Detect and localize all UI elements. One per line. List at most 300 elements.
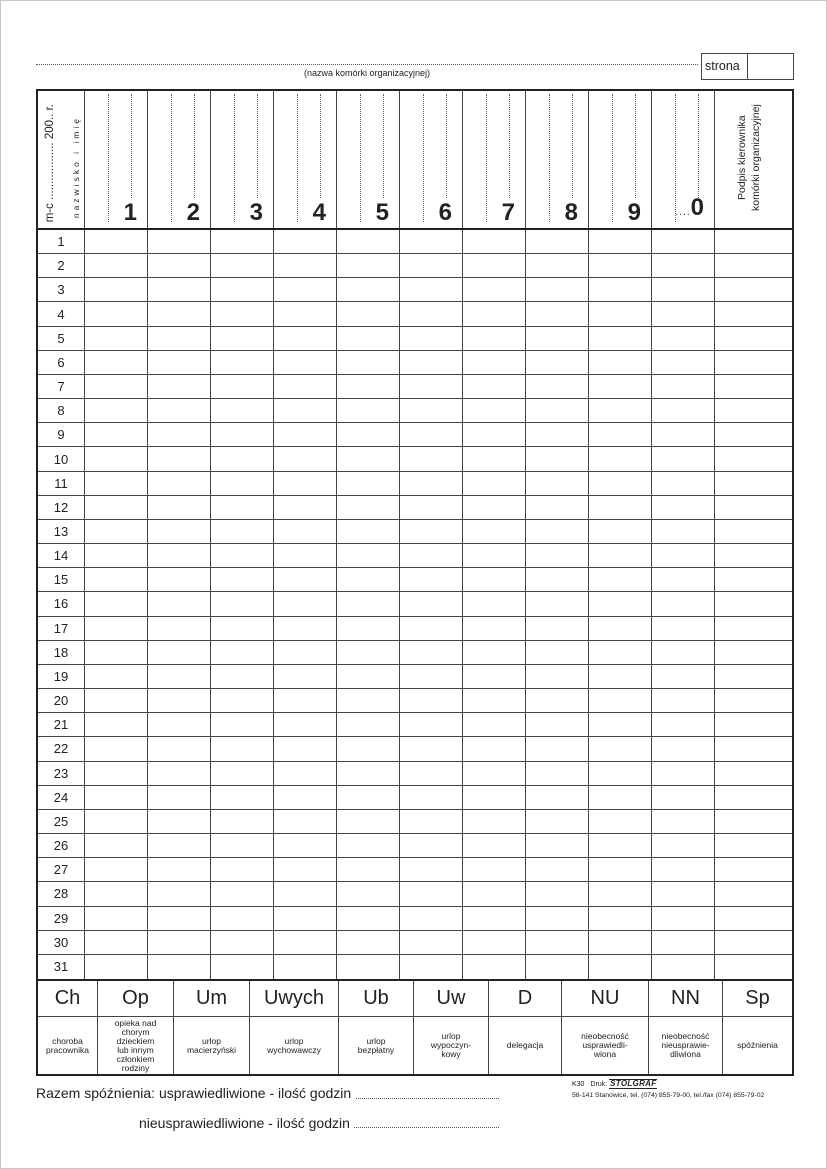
day-cell (274, 931, 337, 954)
day-cell (337, 520, 400, 543)
day-cell (148, 810, 211, 833)
day-digit-number: 4 (312, 199, 326, 226)
day-cell (85, 737, 148, 760)
day-cell (463, 592, 526, 615)
day-cell (652, 786, 715, 809)
day-cell (589, 713, 652, 736)
day-cell (337, 737, 400, 760)
row-number: 30 (38, 931, 85, 954)
day-cell (85, 907, 148, 930)
dotted-guide-line (320, 94, 321, 198)
day-cell (589, 351, 652, 374)
day-cell (211, 931, 274, 954)
dotted-guide-line (486, 94, 487, 222)
day-cell (526, 834, 589, 857)
day-cell (274, 737, 337, 760)
absence-code-legend (38, 979, 792, 1074)
day-digit-number: 9 (627, 199, 641, 226)
day-cell (463, 278, 526, 301)
dotted-guide-line (446, 94, 447, 198)
table-row (38, 592, 792, 616)
day-cell (589, 931, 652, 954)
day-cell (526, 302, 589, 325)
day-cell (400, 472, 463, 495)
day-cell (274, 472, 337, 495)
day-cell (652, 713, 715, 736)
day-cell (148, 278, 211, 301)
signature-cell (715, 955, 792, 979)
table-row (38, 254, 792, 278)
signature-cell (715, 399, 792, 422)
table-row (38, 786, 792, 810)
day-cell (526, 399, 589, 422)
legend-description: urlop bezpłatny (357, 1035, 395, 1055)
day-cell (85, 327, 148, 350)
day-cell (400, 592, 463, 615)
day-cell (148, 786, 211, 809)
dotted-guide-line (635, 94, 636, 198)
table-row (38, 641, 792, 665)
printer-label: Druk: (590, 1081, 608, 1088)
row-number: 7 (38, 375, 85, 398)
table-row (38, 907, 792, 931)
day-cell (589, 907, 652, 930)
dotted-guide-line (549, 94, 550, 222)
day-column-header (400, 91, 463, 228)
day-cell (85, 810, 148, 833)
day-cell (85, 955, 148, 979)
row-number: 24 (38, 786, 85, 809)
day-cell (652, 931, 715, 954)
day-cell (526, 689, 589, 712)
table-row (38, 858, 792, 882)
row-number: 5 (38, 327, 85, 350)
dotted-guide-line (383, 94, 384, 198)
day-cell (148, 665, 211, 688)
day-cell (400, 786, 463, 809)
day-digit-number: 1 (123, 199, 137, 226)
day-cell (274, 617, 337, 640)
day-cell (85, 858, 148, 881)
table-row (38, 278, 792, 302)
day-cell (85, 278, 148, 301)
day-cell (274, 544, 337, 567)
page-number-label: strona (705, 59, 740, 73)
day-cell (148, 713, 211, 736)
day-cell (148, 254, 211, 277)
day-cell (463, 689, 526, 712)
day-cell (400, 665, 463, 688)
day-cell (526, 254, 589, 277)
row-number: 21 (38, 713, 85, 736)
day-cell (148, 399, 211, 422)
day-column-header (652, 91, 715, 228)
dotted-guide-line (234, 94, 235, 222)
dotted-guide-line (108, 94, 109, 222)
excused-late-total-label: Razem spóźnienia: usprawiedliwione - ilość godzin (36, 1085, 352, 1101)
day-cell (85, 665, 148, 688)
row-number: 12 (38, 496, 85, 519)
dotted-guide-line (423, 94, 424, 222)
day-cell (526, 447, 589, 470)
day-cell (589, 423, 652, 446)
row-number: 22 (38, 737, 85, 760)
day-cell (526, 351, 589, 374)
day-cell (337, 834, 400, 857)
day-cell (337, 447, 400, 470)
row-number: 11 (38, 472, 85, 495)
table-row (38, 762, 792, 786)
imprint-line (572, 1079, 657, 1090)
day-cell (652, 327, 715, 350)
day-digit-number: 0 (690, 194, 704, 221)
day-digit (565, 200, 578, 226)
day-cell (148, 931, 211, 954)
dotted-guide-line (297, 94, 298, 222)
signature-cell (715, 568, 792, 591)
day-cell (274, 496, 337, 519)
row-number: 17 (38, 617, 85, 640)
day-cell (526, 472, 589, 495)
day-cell (589, 592, 652, 615)
day-cell (652, 834, 715, 857)
day-cell (211, 375, 274, 398)
day-cell (211, 592, 274, 615)
page-number-box (701, 53, 794, 80)
day-cell (463, 375, 526, 398)
excused-late-total-field (356, 1098, 499, 1099)
day-cell (337, 762, 400, 785)
legend-description: urlop wypoczyn- kowy (430, 1031, 472, 1059)
legend-description: choroba pracownika (46, 1035, 89, 1055)
signature-cell (715, 327, 792, 350)
day-cell (400, 882, 463, 905)
signature-cell (715, 810, 792, 833)
legend-code: Sp (723, 981, 792, 1017)
org-unit-caption: (nazwa komórki organizacyjnej) (303, 68, 431, 78)
day-digit-number: 2 (186, 199, 200, 226)
day-cell (85, 447, 148, 470)
day-digit-number: 8 (564, 199, 578, 226)
day-cell (211, 737, 274, 760)
table-row (38, 520, 792, 544)
day-cell (211, 399, 274, 422)
row-number: 2 (38, 254, 85, 277)
table-row (38, 327, 792, 351)
day-cell (337, 230, 400, 253)
day-cell (400, 399, 463, 422)
day-cell (652, 592, 715, 615)
day-cell (148, 955, 211, 979)
day-cell (463, 568, 526, 591)
day-digit (502, 200, 515, 226)
day-cell (337, 423, 400, 446)
day-cell (337, 327, 400, 350)
table-row (38, 713, 792, 737)
day-cell (589, 737, 652, 760)
day-cell (463, 641, 526, 664)
day-cell (652, 665, 715, 688)
legend-code: Uwych (250, 981, 338, 1017)
day-cell (589, 568, 652, 591)
day-cell (652, 955, 715, 979)
day-cell (652, 737, 715, 760)
signature-cell (715, 423, 792, 446)
day-cell (85, 230, 148, 253)
day-cell (211, 351, 274, 374)
day-cell (274, 568, 337, 591)
day-cell (274, 375, 337, 398)
day-cell (589, 858, 652, 881)
day-cell (274, 278, 337, 301)
day-cell (589, 617, 652, 640)
day-cell (400, 762, 463, 785)
day-cell (337, 302, 400, 325)
signature-cell (715, 641, 792, 664)
page-number-divider (747, 54, 748, 79)
table-row (38, 230, 792, 254)
day-cell (526, 955, 589, 979)
day-cell (274, 399, 337, 422)
day-cell (337, 907, 400, 930)
day-cell (589, 689, 652, 712)
signature-label (735, 97, 763, 219)
row-number: 20 (38, 689, 85, 712)
day-cell (652, 762, 715, 785)
day-cell (148, 327, 211, 350)
day-cell (589, 399, 652, 422)
day-cell (652, 472, 715, 495)
day-cell (85, 786, 148, 809)
day-digit-number: 6 (438, 199, 452, 226)
legend-code: NN (649, 981, 722, 1017)
day-cell (337, 810, 400, 833)
table-row (38, 423, 792, 447)
day-cell (463, 423, 526, 446)
day-cell (526, 568, 589, 591)
table-row (38, 834, 792, 858)
day-cell (400, 689, 463, 712)
signature-cell (715, 447, 792, 470)
signature-label-line-1: Podpis kierownika (736, 115, 748, 201)
day-cell (400, 302, 463, 325)
day-cell (652, 858, 715, 881)
day-cell (463, 955, 526, 979)
day-cell (463, 737, 526, 760)
dotted-guide-line (194, 94, 195, 198)
day-column-header (85, 91, 148, 228)
legend-item (414, 981, 489, 1074)
day-column-header (337, 91, 400, 228)
day-cell (85, 931, 148, 954)
table-row (38, 472, 792, 496)
day-cell (148, 302, 211, 325)
day-cell (652, 617, 715, 640)
day-cell (463, 858, 526, 881)
day-column-header (589, 91, 652, 228)
signature-cell (715, 713, 792, 736)
row-number: 29 (38, 907, 85, 930)
day-cell (589, 230, 652, 253)
day-cell (463, 713, 526, 736)
day-cell (463, 351, 526, 374)
day-cell (274, 834, 337, 857)
table-row (38, 689, 792, 713)
day-cell (337, 496, 400, 519)
day-cell (274, 762, 337, 785)
form-code: K30 (572, 1081, 585, 1088)
day-cell (526, 327, 589, 350)
day-cell (211, 713, 274, 736)
day-cell (85, 496, 148, 519)
day-cell (463, 447, 526, 470)
day-cell (400, 423, 463, 446)
attendance-table (36, 89, 794, 1076)
day-cell (652, 907, 715, 930)
day-cell (463, 327, 526, 350)
day-cell (652, 447, 715, 470)
day-cell (337, 399, 400, 422)
row-number: 27 (38, 858, 85, 881)
signature-cell (715, 665, 792, 688)
day-cell (589, 786, 652, 809)
table-row (38, 810, 792, 834)
day-cell (211, 568, 274, 591)
day-cell (211, 254, 274, 277)
day-cell (148, 520, 211, 543)
day-digit (628, 200, 641, 226)
day-cell (337, 665, 400, 688)
row-number: 3 (38, 278, 85, 301)
day-cell (400, 617, 463, 640)
day-cell (274, 689, 337, 712)
day-cell (400, 254, 463, 277)
day-cell (148, 351, 211, 374)
row-number: 4 (38, 302, 85, 325)
legend-item (38, 981, 98, 1074)
day-cell (652, 544, 715, 567)
day-cell (652, 689, 715, 712)
day-cell (463, 399, 526, 422)
legend-code: Um (174, 981, 249, 1017)
day-cell (337, 544, 400, 567)
day-cell (400, 641, 463, 664)
printer-address: 58-141 Stanowice, tel. (074) 855-79-00, tel./fax (074) 855-79-02 (572, 1092, 765, 1099)
day-cell (148, 641, 211, 664)
unexcused-late-total-label: nieusprawiedliwione - ilość godzin (139, 1115, 350, 1131)
day-cell (211, 955, 274, 979)
day-cell (148, 617, 211, 640)
day-cell (211, 786, 274, 809)
dotted-guide-line (698, 94, 699, 198)
day-cell (211, 472, 274, 495)
day-cell (85, 762, 148, 785)
day-digit (676, 195, 704, 226)
name-column-header (38, 91, 85, 228)
day-cell (337, 931, 400, 954)
day-cell (589, 327, 652, 350)
day-cell (85, 592, 148, 615)
table-header (38, 91, 792, 230)
day-cell (337, 472, 400, 495)
table-row (38, 302, 792, 326)
day-cell (400, 327, 463, 350)
day-cell (274, 882, 337, 905)
dotted-guide-line (257, 94, 258, 198)
day-cell (652, 520, 715, 543)
row-number: 18 (38, 641, 85, 664)
day-digit-number: 7 (501, 199, 515, 226)
day-cell (337, 858, 400, 881)
day-cell (85, 882, 148, 905)
day-cell (211, 327, 274, 350)
signature-cell (715, 834, 792, 857)
day-digit (187, 200, 200, 226)
day-digit (124, 200, 137, 226)
day-cell (85, 713, 148, 736)
row-number: 16 (38, 592, 85, 615)
day-cell (211, 665, 274, 688)
day-cell (85, 254, 148, 277)
day-cell (400, 278, 463, 301)
day-digit (250, 200, 263, 226)
day-cell (589, 254, 652, 277)
day-cell (337, 568, 400, 591)
signature-column-header (715, 91, 792, 228)
day-cell (526, 931, 589, 954)
day-cell (337, 617, 400, 640)
day-cell (274, 858, 337, 881)
legend-item (562, 981, 649, 1074)
day-column-header (148, 91, 211, 228)
day-cell (589, 641, 652, 664)
printer-logo: STOLGRAF (610, 1079, 657, 1088)
legend-description: urlop wychowawczy (267, 1035, 321, 1055)
day-cell (148, 447, 211, 470)
legend-item (174, 981, 250, 1074)
day-cell (400, 230, 463, 253)
signature-cell (715, 351, 792, 374)
day-cell (400, 931, 463, 954)
day-cell (274, 423, 337, 446)
day-cell (652, 423, 715, 446)
signature-cell (715, 375, 792, 398)
day-cell (589, 834, 652, 857)
legend-code: Uw (414, 981, 488, 1017)
dotted-guide-line (360, 94, 361, 222)
table-row (38, 496, 792, 520)
signature-cell (715, 302, 792, 325)
day-cell (526, 592, 589, 615)
day-cell (274, 713, 337, 736)
day-cell (211, 762, 274, 785)
day-cell (211, 423, 274, 446)
day-cell (211, 617, 274, 640)
day-cell (85, 351, 148, 374)
day-cell (211, 496, 274, 519)
row-number: 10 (38, 447, 85, 470)
legend-description: urlop macierzyński (186, 1035, 237, 1055)
table-row (38, 568, 792, 592)
signature-cell (715, 786, 792, 809)
day-cell (148, 568, 211, 591)
row-number: 25 (38, 810, 85, 833)
day-cell (400, 496, 463, 519)
day-cell (85, 375, 148, 398)
legend-code: Ub (339, 981, 413, 1017)
day-cell (337, 375, 400, 398)
day-cell (400, 858, 463, 881)
